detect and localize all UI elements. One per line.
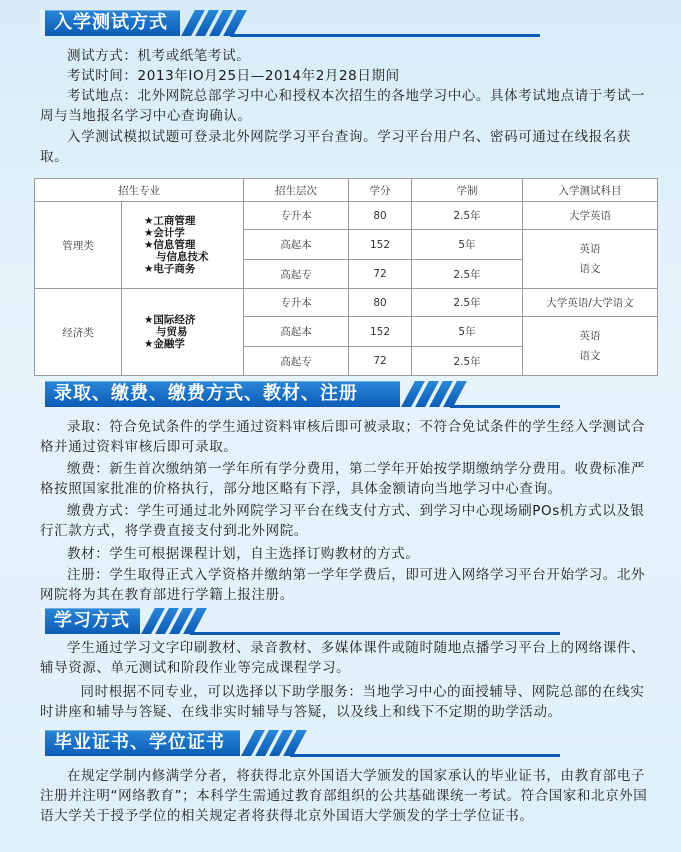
- subjects-cell: 大学英语: [523, 202, 658, 230]
- major-item: ★会计学: [144, 227, 185, 239]
- major-item: ★电子商务: [144, 263, 196, 275]
- majors-list: [122, 289, 195, 375]
- major-item: 与信息技术: [156, 251, 209, 263]
- programs-table: [34, 178, 658, 376]
- test-mock: 入学测试模拟试题可登录北外网院学习平台查询。学习平台用户名、密码可通过在线报名获取。: [40, 129, 631, 165]
- credits-cell: 152: [349, 317, 412, 347]
- credits-cell: 80: [349, 202, 412, 230]
- section-title-study: 学习方式: [40, 608, 140, 634]
- credits-cell: 72: [349, 260, 412, 289]
- majors-list: [122, 202, 209, 288]
- level-cell: 高起专: [244, 260, 349, 289]
- level-cell: 高起本: [244, 317, 349, 347]
- admission-pay: 缴费方式：学生可通过北外网院学习平台在线支付方式、到学习中心现场刷POs机方式以及银行汇款方式，将学费直接支付到北外网院。: [40, 503, 645, 539]
- th-level: 招生层次: [244, 179, 349, 202]
- th-major: 招生专业: [35, 179, 244, 202]
- section-underline: [290, 754, 560, 757]
- credits-cell: 72: [349, 347, 412, 376]
- level-cell: 高起本: [244, 230, 349, 260]
- major-item: ★信息管理: [144, 239, 196, 251]
- th-credits: 学分: [349, 179, 412, 202]
- table-header-row: [35, 179, 658, 202]
- admission-fee: 缴费：新生首次缴纳第一学年所有学分费用，第二学年开始按学期缴纳学分费用。收费标准严格按照国家批准的价格执行，部分地区略有下浮，具体金额请向当地学习中心查询。: [40, 461, 646, 497]
- category-label: 管理类: [35, 202, 122, 288]
- level-cell: 高起专: [244, 347, 349, 376]
- th-subjects: 入学测试科目: [523, 179, 658, 202]
- category-cell: [35, 202, 244, 289]
- section-header-cert: [40, 730, 560, 758]
- test-method: 测试方式：机考或纸笔考试。: [67, 48, 251, 64]
- years-cell: 2.5年: [412, 202, 523, 230]
- admission-books: 教材：学生可根据课程计划，自主选择订购教材的方式。: [67, 546, 420, 562]
- level-cell: 专升本: [244, 202, 349, 230]
- major-item: ★国际经济: [144, 314, 196, 326]
- subjects-cell: [523, 317, 658, 376]
- section-title-test: 入学测试方式: [40, 10, 180, 36]
- category-label: 经济类: [35, 289, 122, 375]
- level-cell: 专升本: [244, 289, 349, 317]
- major-item: ★工商管理: [144, 215, 196, 227]
- major-item: 与贸易: [156, 326, 188, 338]
- study-p2: 同时根据不同专业，可以选择以下助学服务：当地学习中心的面授辅导、网院总部的在线实时讲座和辅导与答疑、在线非实时辅导与答疑，以及线上和线下不定期的助学活动。: [40, 684, 645, 720]
- years-cell: 2.5年: [412, 260, 523, 289]
- major-item: ★金融学: [144, 338, 185, 350]
- section-underline: [190, 632, 560, 635]
- section-title-cert: 毕业证书、学位证书: [40, 730, 240, 756]
- table-row: [35, 289, 658, 317]
- th-years: 学制: [412, 179, 523, 202]
- study-p1: 学生通过学习文字印刷教材、录音教材、多媒体课件或随时随地点播学习平台上的网络课件、辅导资源、单元测试和阶段作业等完成课程学习。: [40, 640, 646, 676]
- credits-cell: 80: [349, 289, 412, 317]
- section-header-study: [40, 608, 560, 636]
- category-cell: [35, 289, 244, 376]
- admission-enroll: 录取：符合免试条件的学生通过资料审核后即可被录取；不符合免试条件的学生经入学测试合格并通过资料审核后即可录取。: [40, 419, 646, 455]
- years-cell: 2.5年: [412, 289, 523, 317]
- section-underline: [450, 405, 560, 408]
- years-cell: 2.5年: [412, 347, 523, 376]
- admission-register: 注册：学生取得正式入学资格并缴纳第一学年学费后，即可进入网络学习平台开始学习。北外网院将为其在教育部进行学籍上报注册。: [40, 567, 646, 603]
- test-time: 考试时间：2013年IO月25日—2014年2月28日期间: [67, 68, 400, 84]
- years-cell: 5年: [412, 230, 523, 260]
- cert-p1: 在规定学制内修满学分者，将获得北京外国语大学颁发的国家承认的毕业证书，由教育部电子注册并注明“网络教育”；本科学生需通过教育部组织的公共基础课统一考试。符合国家和北京外国语大学关于授予学位的相关规定者将获得北京外国语大学颁发的学士学位证书。: [40, 768, 648, 824]
- section-header-admission: [40, 381, 560, 409]
- subject-english: 英语: [579, 243, 601, 255]
- credits-cell: 152: [349, 230, 412, 260]
- years-cell: 5年: [412, 317, 523, 347]
- section-title-admission: 录取、缴费、缴费方式、教材、注册: [40, 381, 400, 407]
- table-row: [35, 202, 658, 230]
- test-place: 考试地点：北外网院总部学习中心和授权本次招生的各地学习中心。具体考试地点请于考试一周与当地报名学习中心查询确认。: [40, 88, 646, 124]
- subjects-cell: 大学英语/大学语文: [523, 289, 658, 317]
- subjects-cell: [523, 230, 658, 289]
- subject-english: 英语: [579, 330, 601, 342]
- section-header-test: [40, 10, 540, 38]
- subject-chinese: 语文: [579, 350, 601, 362]
- subject-chinese: 语文: [579, 263, 601, 275]
- section-underline: [230, 34, 540, 37]
